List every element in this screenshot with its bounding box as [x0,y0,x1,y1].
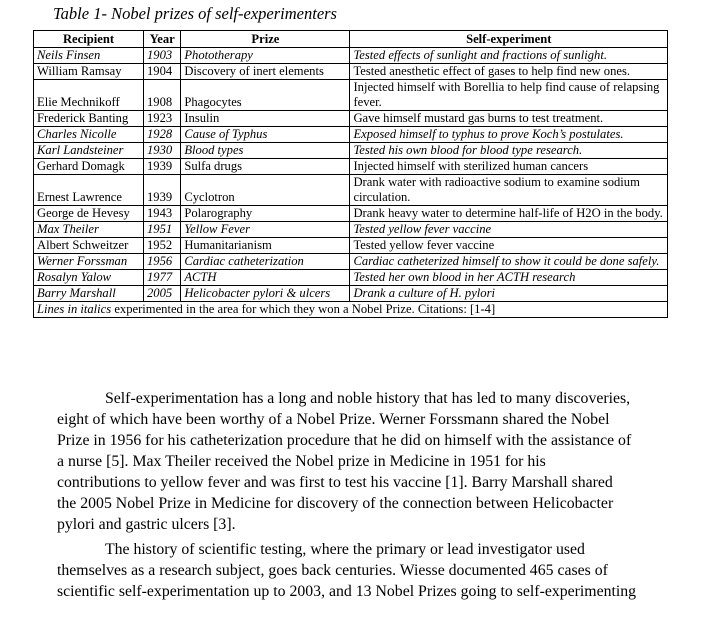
paragraph-line: Self-experimentation has a long and noble history that has led to many discoveries, [105,390,631,407]
cell-prize: Cyclotron [181,175,350,206]
table-row [34,111,668,127]
cell-experiment: Drank water with radioactive sodium to examine sodium circulation. [350,175,668,206]
cell-year: 1908 [143,80,180,111]
cell-recipient: Charles Nicolle [34,127,144,143]
table-row [34,159,668,175]
cell-experiment: Drank heavy water to determine half-life of H2O in the body. [350,206,668,222]
cell-year: 1928 [143,127,180,143]
paragraph-line: contributions to yellow fever and was first to test his vaccine [1]. Barry Marshall shared [57,474,613,491]
cell-prize: Discovery of inert elements [181,64,350,80]
cell-year: 1923 [143,111,180,127]
paragraph-line: eight of which have been worthy of a Nobel Prize. Werner Forssmann shared the Nobel [57,411,610,428]
cell-prize: Yellow Fever [181,222,350,238]
table-row [34,64,668,80]
cell-year: 1956 [143,254,180,270]
cell-recipient: Max Theiler [34,222,144,238]
cell-experiment: Tested yellow fever vaccine [350,238,668,254]
cell-experiment: Tested his own blood for blood type research. [350,143,668,159]
table-row [34,238,668,254]
table-row [34,222,668,238]
cell-experiment: Tested yellow fever vaccine [350,222,668,238]
cell-experiment: Tested effects of sunlight and fractions of sunlight. [350,48,668,64]
paragraph-line: pylori and gastric ulcers [3]. [57,516,236,533]
cell-recipient: Gerhard Domagk [34,159,144,175]
cell-year: 1903 [143,48,180,64]
table-footnote [34,302,668,318]
table-row [34,175,668,206]
paragraph-line: the 2005 Nobel Prize in Medicine for discovery of the connection between Helicobacter [57,495,614,512]
cell-prize: Blood types [181,143,350,159]
cell-year: 1951 [143,222,180,238]
header-year: Year [143,31,180,48]
table-row [34,254,668,270]
cell-recipient: Elie Mechnikoff [34,80,144,111]
nobel-table [33,30,668,318]
cell-recipient: Karl Landsteiner [34,143,144,159]
paragraph-2 [57,539,657,602]
cell-recipient: Albert Schweitzer [34,238,144,254]
cell-prize: Phototherapy [181,48,350,64]
footnote-text: experimented in the area for which they won a Nobel Prize. Citations: [1-4] [111,302,496,316]
table-caption: Table 1- Nobel prizes of self-experimenters [53,4,337,23]
paragraph-line: scientific self-experimentation up to 2003, and 13 Nobel Prizes going to self-experimenting [57,583,637,600]
paragraph-line: themselves as a research subject, goes back centuries. Wiesse documented 465 cases of [57,562,608,579]
header-recipient: Recipient [34,31,144,48]
cell-prize: Cause of Typhus [181,127,350,143]
header-experiment: Self-experiment [350,31,668,48]
paragraph-line: a nurse [5]. Max Theiler received the Nobel prize in Medicine in 1951 for his [57,453,546,470]
cell-experiment: Drank a culture of H. pylori [350,286,668,302]
cell-experiment: Injected himself with Borellia to help find cause of relapsing fever. [350,80,668,111]
cell-year: 2005 [143,286,180,302]
cell-experiment: Tested anesthetic effect of gases to help find new ones. [350,64,668,80]
cell-experiment: Exposed himself to typhus to prove Koch’s postulates. [350,127,668,143]
table-row [34,127,668,143]
cell-year: 1952 [143,238,180,254]
cell-recipient: Frederick Banting [34,111,144,127]
paragraph-line: Prize in 1956 for his catheterization procedure that he did on himself with the assistance of [57,432,632,449]
cell-year: 1943 [143,206,180,222]
table-row [34,48,668,64]
cell-experiment: Gave himself mustard gas burns to test treatment. [350,111,668,127]
table-row [34,143,668,159]
cell-recipient: Neils Finsen [34,48,144,64]
cell-prize: Humanitarianism [181,238,350,254]
footnote-italic: Lines in italics [37,302,112,316]
table-header-row [34,31,668,48]
cell-experiment: Injected himself with sterilized human cancers [350,159,668,175]
cell-prize: Sulfa drugs [181,159,350,175]
header-prize: Prize [181,31,350,48]
cell-recipient: Rosalyn Yalow [34,270,144,286]
cell-year: 1904 [143,64,180,80]
cell-experiment: Cardiac catheterized himself to show it could be done safely. [350,254,668,270]
table-row [34,80,668,111]
cell-prize: Insulin [181,111,350,127]
cell-recipient: William Ramsay [34,64,144,80]
cell-experiment: Tested her own blood in her ACTH research [350,270,668,286]
cell-year: 1939 [143,175,180,206]
cell-year: 1977 [143,270,180,286]
table-row [34,270,668,286]
cell-year: 1939 [143,159,180,175]
paragraph-1 [57,388,657,535]
cell-recipient: Werner Forssman [34,254,144,270]
cell-recipient: Ernest Lawrence [34,175,144,206]
paragraph-line: The history of scientific testing, where the primary or lead investigator used [105,541,585,558]
cell-prize: Phagocytes [181,80,350,111]
table-row [34,206,668,222]
cell-prize: ACTH [181,270,350,286]
cell-prize: Polarography [181,206,350,222]
table-row [34,286,668,302]
cell-prize: Cardiac catheterization [181,254,350,270]
cell-recipient: George de Hevesy [34,206,144,222]
cell-year: 1930 [143,143,180,159]
cell-prize: Helicobacter pylori & ulcers [181,286,350,302]
cell-recipient: Barry Marshall [34,286,144,302]
table-footnote-row [34,302,668,318]
